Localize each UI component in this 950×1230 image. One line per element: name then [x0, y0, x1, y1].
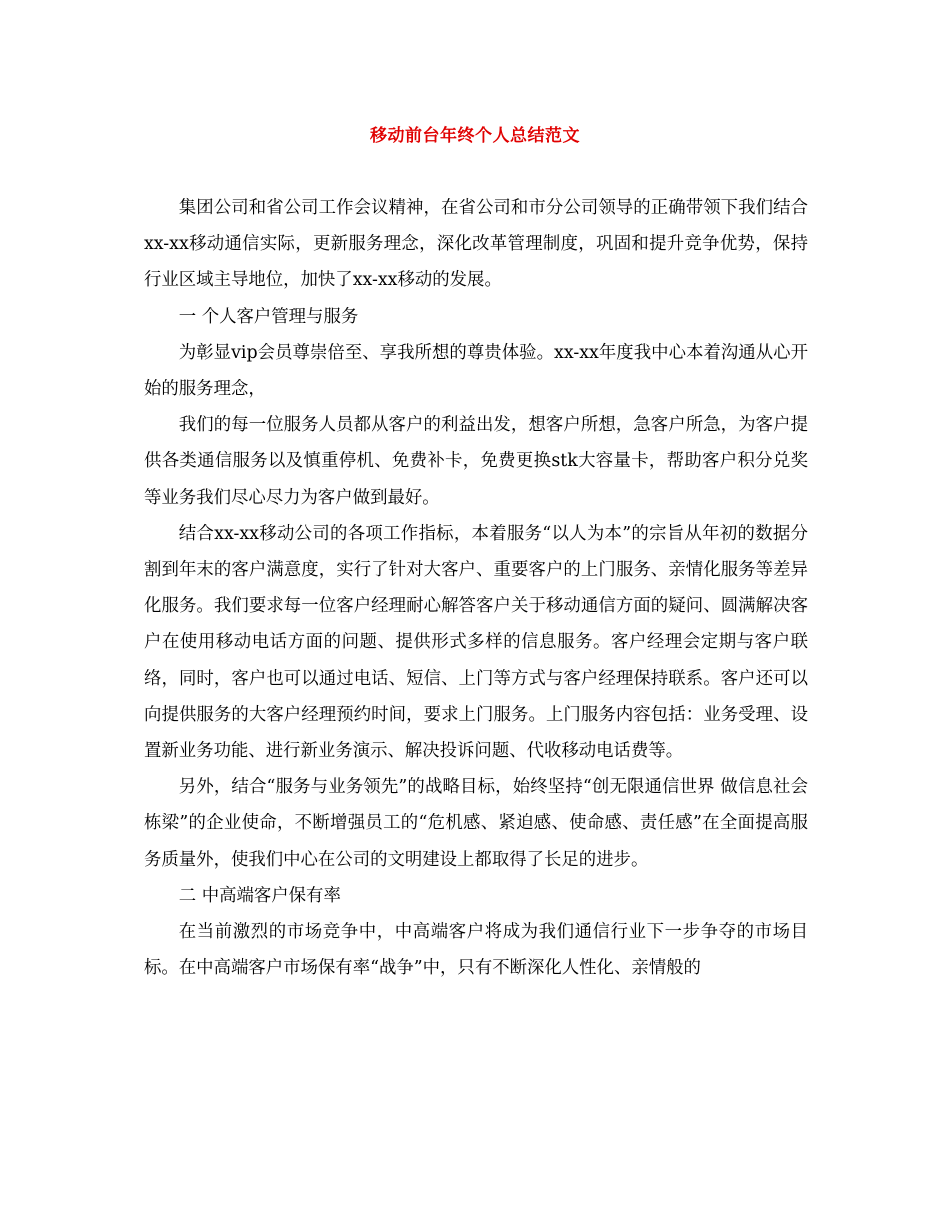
paragraph: 集团公司和省公司工作会议精神，在省公司和市分公司领导的正确带领下我们结合xx-xx移动通信实际，更新服务理念，深化改革管理制度，巩固和提升竞争优势，保持行业区域主导地位，加快了xx-xx移动的发展。	[144, 198, 808, 291]
section-heading: 二 中高端客户保有率	[178, 885, 341, 906]
paragraph: 结合xx-xx移动公司的各项工作指标，本着服务“以人为本”的宗旨从年初的数据分割到年末的客户满意度，实行了针对大客户、重要客户的上门服务、亲情化服务等差异化服务。我们要求每一位客户经理耐心解答客户关于移动通信方面的疑问、圆满解决客户在使用移动电话方面的问题、提供形式多样的信息服务。客户经理会定期与客户联络，同时，客户也可以通过电话、短信、上门等方式与客户经理保持联系。客户还可以向提供服务的大客户经理预约时间，要求上门服务。上门服务内容包括：业务受理、设置新业务功能、进行新业务演示、解决投诉问题、代收移动电话费等。	[144, 523, 808, 762]
paragraph: 我们的每一位服务人员都从客户的利益出发，想客户所想，急客户所急，为客户提供各类通信服务以及慎重停机、免费补卡，免费更换stk大容量卡，帮助客户积分兑奖等业务我们尽心尽力为客户做到最好。	[144, 415, 808, 508]
paragraph: 在当前激烈的市场竞争中，中高端客户将成为我们通信行业下一步争夺的市场目标。在中高端客户市场保有率“战争”中，只有不断深化人性化、亲情般的	[144, 922, 808, 979]
document-title: 移动前台年终个人总结范文	[370, 126, 580, 146]
paragraph: 为彰显vip会员尊崇倍至、享我所想的尊贵体验。xx-xx年度我中心本着沟通从心开始的服务理念，	[144, 342, 808, 400]
section-heading: 一 个人客户管理与服务	[178, 306, 359, 327]
document-body	[144, 190, 808, 986]
paragraph: 另外，结合“服务与业务领先”的战略目标，始终坚持“创无限通信世界 做信息社会栋梁”的企业使命，不断增强员工的“危机感、紧迫感、使命感、责任感”在全面提高服务质量外，使我们中心在公司的文明建设上都取得了长足的进步。	[144, 777, 808, 870]
